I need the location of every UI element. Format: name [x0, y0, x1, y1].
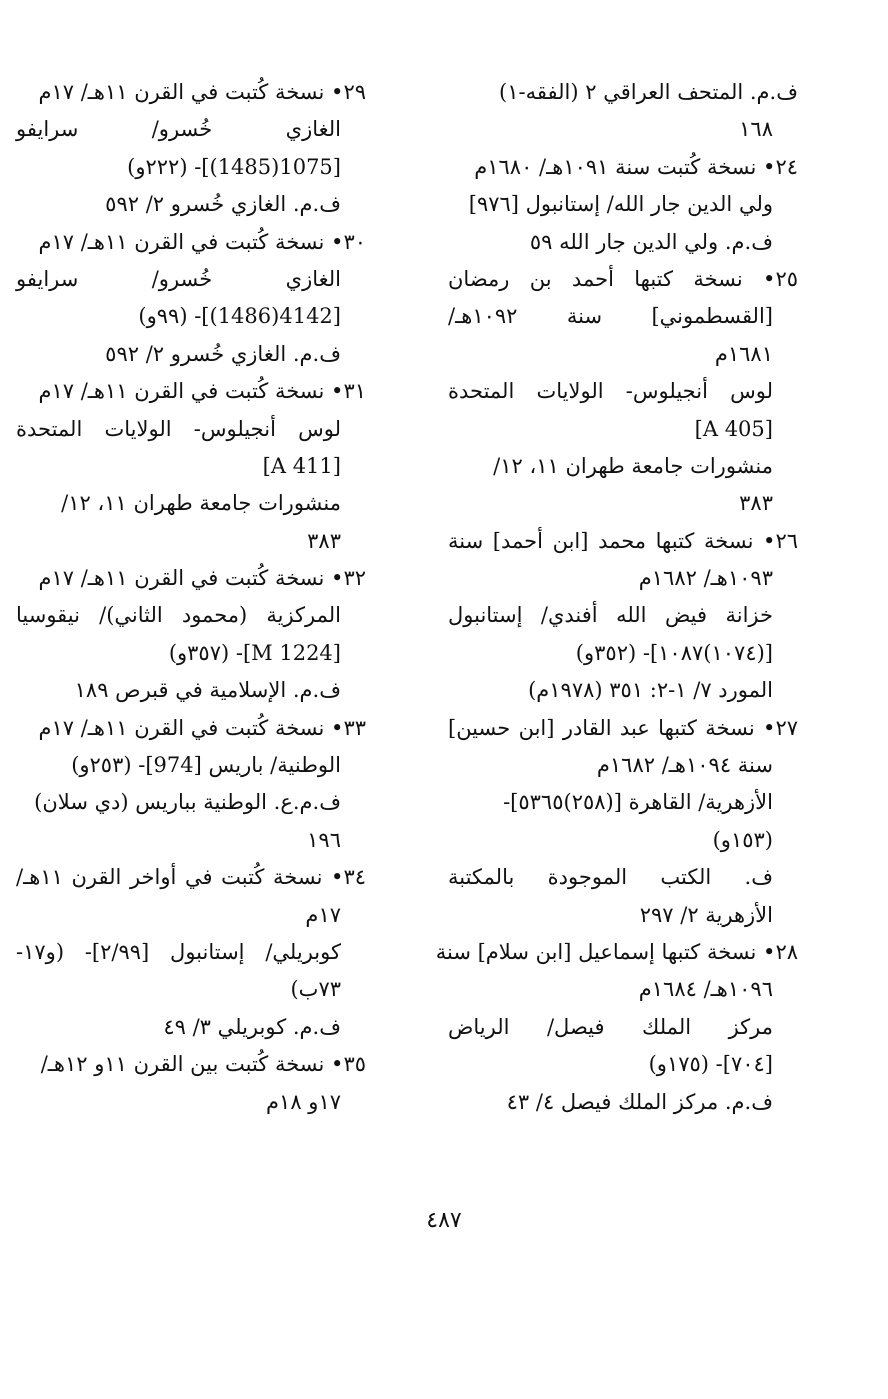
entry-heading: ٣١• نسخة كُتبت في القرن ١١هـ/ ١٧م [38, 379, 366, 404]
text-line: سنة ١٠٩٤هـ/ ١٦٨٢م [596, 753, 773, 778]
entry-heading: ٣٣• نسخة كُتبت في القرن ١١هـ/ ١٧م [38, 715, 366, 740]
text-line: ف.م. المتحف العراقي ٢ (الفقه-١) [499, 80, 798, 104]
entry-heading: ٣٤• نسخة كُتبت في أواخر القرن ١١هـ/ [16, 865, 366, 890]
text-line: ف.م. مركز الملك فيصل ٤/ ٤٣ [506, 1089, 773, 1114]
text-line: ف.م.ع. الوطنية بباريس (دي سلان) [34, 790, 341, 815]
text-line: منشورات جامعة طهران ١١، ١٢/ [493, 453, 773, 478]
text-line: ٧٣ب) [290, 977, 341, 1002]
column-left [16, 74, 366, 1121]
text-line: [القسطموني] سنة ١٠٩٢هـ/ [448, 304, 773, 329]
text-line: [٧٠٤]- (١٧٥و) [648, 1052, 773, 1077]
text-line: ف.م. الغازي خُسرو ٢/ ٥٩٢ [105, 192, 341, 217]
text-line: ولي الدين جار الله/ إستانبول [٩٧٦] [468, 192, 773, 217]
entry-heading: ٢٤• نسخة كُتبت سنة ١٠٩١هـ/ ١٦٨٠م [474, 154, 798, 179]
text-line: [A 411] [262, 453, 341, 478]
text-line: ف.م. الإسلامية في قبرص ١٨٩ [74, 678, 341, 703]
entry-heading: ٢٦• نسخة كتبها محمد [ابن أحمد] سنة [448, 528, 798, 553]
text-line: ١٧و ١٨م [266, 1089, 341, 1114]
text-line: ١٦٨١م [714, 341, 773, 366]
page-number: ٤٨٧ [426, 1208, 462, 1233]
text-line: ١٩٦ [307, 827, 341, 852]
text-line: المركزية (محمود الثاني)/ نيقوسيا [16, 603, 341, 628]
text-line: الأزهرية ٢/ ٢٩٧ [639, 902, 773, 927]
text-line: [1075(1485)]- (٢٢٢و) [127, 154, 341, 179]
text-line: الوطنية/ باريس [974]- (٢٥٣و) [71, 753, 341, 778]
text-line: [A 405] [694, 416, 773, 441]
text-line: لوس أنجيلوس- الولايات المتحدة [448, 379, 773, 404]
text-line: الغازي خُسرو/ سرايفو [16, 266, 341, 291]
text-line: ٣٨٣ [739, 491, 773, 516]
text-line: ف.م. ولي الدين جار الله ٥٩ [529, 229, 773, 254]
text-line: ٣٨٣ [307, 528, 341, 553]
entry-heading: ٢٧• نسخة كتبها عبد القادر [ابن حسين] [448, 715, 798, 740]
entry-heading: ٢٥• نسخة كتبها أحمد بن رمضان [448, 266, 798, 291]
text-line: خزانة فيض الله أفندي/ إستانبول [448, 603, 773, 628]
text-line: (١٥٣و) [712, 827, 773, 852]
entry-heading: ٢٩• نسخة كُتبت في القرن ١١هـ/ ١٧م [38, 80, 366, 104]
text-line: ف.م. كوبريلي ٣/ ٤٩ [163, 1014, 341, 1039]
text-line: لوس أنجيلوس- الولايات المتحدة [16, 416, 341, 441]
text-line: منشورات جامعة طهران ١١، ١٢/ [61, 491, 341, 516]
text-line: الغازي خُسرو/ سرايفو [16, 117, 341, 142]
text-line: ١٧م [305, 902, 341, 927]
entry-heading: ٣٥• نسخة كُتبت بين القرن ١١و ١٢هـ/ [40, 1052, 366, 1077]
text-line: ١٠٩٦هـ/ ١٦٨٤م [638, 977, 773, 1002]
column-right [435, 74, 798, 1121]
text-line: كوبريلي/ إستانبول [٢/٩٩]- (و١٧- [16, 939, 341, 964]
text-line: ف. الكتب الموجودة بالمكتبة [448, 865, 773, 890]
text-line: [4142(1486)]- (٩٩و) [138, 304, 341, 329]
text-line: مركز الملك فيصل/ الرياض [448, 1014, 773, 1039]
text-line: ١٦٨ [739, 117, 773, 142]
text-line: ١٠٩٣هـ/ ١٦٨٢م [638, 566, 773, 591]
text-line: الأزهرية/ القاهرة [(٢٥٨)٥٣٦٥]- [503, 790, 773, 815]
text-line: [M 1224]- (٣٥٧و) [168, 640, 341, 665]
entry-heading: ٣٠• نسخة كُتبت في القرن ١١هـ/ ١٧م [38, 229, 366, 254]
text-line: ف.م. الغازي خُسرو ٢/ ٥٩٢ [105, 341, 341, 366]
text-line: [(١٠٧٤)١٠٨٧]- (٣٥٢و) [575, 640, 773, 665]
entry-heading: ٢٨• نسخة كتبها إسماعيل [ابن سلام] سنة [435, 939, 798, 964]
entry-heading: ٣٢• نسخة كُتبت في القرن ١١هـ/ ١٧م [38, 566, 366, 591]
text-line: المورد ٧/ ١-٢: ٣٥١ (١٩٧٨م) [528, 678, 773, 703]
